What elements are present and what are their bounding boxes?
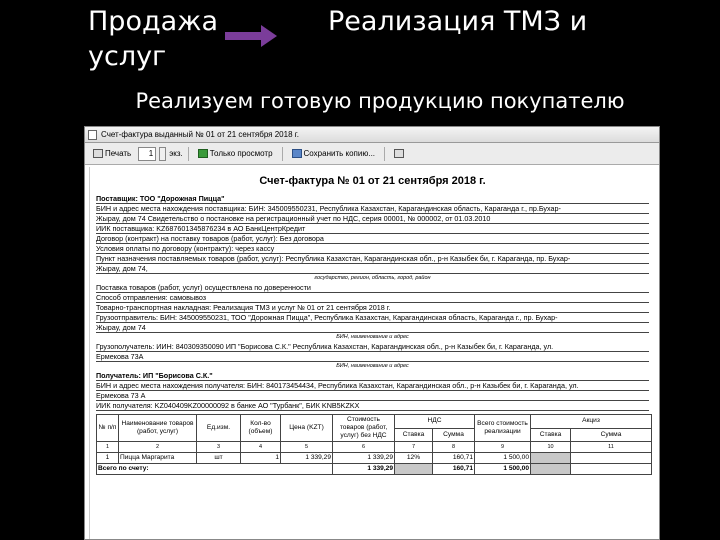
buyer-address-line-2: Ермекова 73 А bbox=[96, 391, 649, 401]
destination-line-2: Жырау, дом 74, bbox=[96, 264, 649, 274]
copies-suffix: экз. bbox=[169, 149, 183, 158]
buyer-iik-line: ИИК получателя: KZ040409KZ00000092 в банке АО "Турбанк", БИК KNB5KZKX bbox=[96, 401, 649, 411]
col-header-vat-sum: Сумма bbox=[433, 428, 475, 442]
copies-input[interactable]: 1 bbox=[138, 147, 156, 161]
consignee-line-2: Ермекова 73А bbox=[96, 352, 649, 362]
col-header-price: Цена (KZT) bbox=[281, 415, 333, 442]
buyer-line: Получатель: ИП "Борисова С.К." bbox=[96, 371, 649, 381]
toolbar-separator bbox=[282, 147, 283, 161]
goods-table bbox=[96, 414, 652, 475]
col-number: 2 bbox=[119, 442, 197, 453]
consignee-hint: БИН, наименование и адрес bbox=[336, 363, 409, 369]
save-icon bbox=[292, 149, 302, 158]
col-header-total: Всего стоимость реализации bbox=[475, 415, 531, 442]
col-number: 8 bbox=[433, 442, 475, 453]
window-titlebar bbox=[85, 127, 659, 143]
document-icon bbox=[88, 130, 97, 140]
column-number-row bbox=[97, 442, 652, 453]
invoice-print-window bbox=[84, 126, 660, 540]
row-excise-sum bbox=[571, 453, 652, 464]
preview-icon bbox=[198, 149, 208, 158]
col-number: 11 bbox=[571, 442, 652, 453]
consignor-line-2: Жырау, дом 74 bbox=[96, 323, 649, 333]
save-copy-label: Сохранить копию... bbox=[303, 149, 376, 158]
save-copy-button[interactable] bbox=[288, 147, 379, 160]
total-vat-rate bbox=[395, 464, 433, 475]
consignee-line: Грузополучатель: ИИН: 840309350090 ИП "Борисова С.К." Республика Казахстан, Карагандинская обл., р-н Казыбек би, г. Караганда, ул. bbox=[96, 342, 649, 352]
slide-title-left: Продажа услуг bbox=[88, 6, 219, 72]
print-label: Печать bbox=[105, 149, 132, 158]
total-label: Всего по счету: bbox=[97, 464, 333, 475]
total-total: 1 500,00 bbox=[475, 464, 531, 475]
total-excise-sum bbox=[571, 464, 652, 475]
preview-only-label: Только просмотр bbox=[209, 149, 273, 158]
col-number: 10 bbox=[531, 442, 571, 453]
total-vat-sum: 160,71 bbox=[433, 464, 475, 475]
col-number: 1 bbox=[97, 442, 119, 453]
col-header-excise: Акциз bbox=[531, 415, 652, 429]
col-header-excise-sum: Сумма bbox=[571, 428, 652, 442]
preview-only-button[interactable] bbox=[194, 147, 277, 160]
invoice-title: Счет-фактура № 01 от 21 сентября 2018 г. bbox=[259, 175, 486, 187]
col-header-unit: Ед.изм. bbox=[197, 415, 241, 442]
destination-line: Пункт назначения поставляемых товаров (работ, услуг): Республика Казахстан, Карагандинская обл., р-н Казыбек би, г. Караганда, пр. Бухар- bbox=[96, 254, 649, 264]
buyer-address-line: БИН и адрес места нахождения получателя: БИН: 840173454434, Республика Казахстан, Карагандинская обл., р-н Казыбек би, г. Караганда, ул. bbox=[96, 381, 649, 391]
col-header-num: № п/п bbox=[97, 415, 119, 442]
row-num: 1 bbox=[97, 453, 119, 464]
copies-spinner[interactable] bbox=[159, 147, 166, 161]
col-number: 3 bbox=[197, 442, 241, 453]
supplier-address-line-2: Жырау, дом 74 Свидетельство о постановке на регистрационный учет по НДС, серия 00001, № 000002, от 01.03.2010 bbox=[96, 214, 649, 224]
toolbar-separator bbox=[384, 147, 385, 161]
arrow-right-icon bbox=[225, 25, 277, 47]
supplier-iik-line: ИИК поставщика: KZ687601345876234 в АО БанкЦентрКредит bbox=[96, 224, 649, 234]
row-total: 1 500,00 bbox=[475, 453, 531, 464]
power-of-attorney-line: Поставка товаров (работ, услуг) осуществлена по доверенности bbox=[96, 283, 649, 293]
row-vat-rate: 12% bbox=[395, 453, 433, 464]
col-number: 7 bbox=[395, 442, 433, 453]
col-header-name: Наименование товаров (работ, услуг) bbox=[119, 415, 197, 442]
supplier-address-line: БИН и адрес места нахождения поставщика: БИН: 345009550231, Республика Казахстан, Карагандинская область, Караганда г., пр.Бухар- bbox=[96, 204, 649, 214]
col-header-qty: Кол-во (объем) bbox=[241, 415, 281, 442]
print-button[interactable] bbox=[89, 147, 135, 160]
help-button[interactable] bbox=[390, 147, 408, 160]
help-icon bbox=[394, 149, 404, 158]
col-number: 5 bbox=[281, 442, 333, 453]
total-cost-no-vat: 1 339,29 bbox=[333, 464, 395, 475]
col-header-vat: НДС bbox=[395, 415, 475, 429]
contract-line: Договор (контракт) на поставку товаров (работ, услуг): Без договора bbox=[96, 234, 649, 244]
window-title: Счет-фактура выданный № 01 от 21 сентября 2018 г. bbox=[101, 130, 299, 139]
table-row bbox=[97, 453, 652, 464]
col-number: 4 bbox=[241, 442, 281, 453]
row-name: Пицца Маргарита bbox=[119, 453, 197, 464]
row-cost-no-vat: 1 339,29 bbox=[333, 453, 395, 464]
printer-icon bbox=[93, 149, 103, 158]
row-price: 1 339,29 bbox=[281, 453, 333, 464]
col-number: 6 bbox=[333, 442, 395, 453]
col-number: 9 bbox=[475, 442, 531, 453]
table-header-row bbox=[97, 415, 652, 429]
col-header-excise-rate: Ставка bbox=[531, 428, 571, 442]
print-toolbar bbox=[85, 143, 659, 165]
dispatch-line: Способ отправления: самовывоз bbox=[96, 293, 649, 303]
table-total-row bbox=[97, 464, 652, 475]
total-excise-rate bbox=[531, 464, 571, 475]
toolbar-separator bbox=[188, 147, 189, 161]
consignor-hint: БИН, наименование и адрес bbox=[336, 334, 409, 340]
row-excise-rate bbox=[531, 453, 571, 464]
supplier-line: Поставщик: ТОО "Дорожная Пицца" bbox=[96, 194, 649, 204]
slide-subtitle: Реализуем готовую продукцию покупателю bbox=[135, 89, 625, 113]
destination-hint: государство, регион, область, город, район bbox=[314, 275, 431, 281]
waybill-line: Товарно-транспортная накладная: Реализация ТМЗ и услуг № 01 от 21 сентября 2018 г. bbox=[96, 303, 649, 313]
row-unit: шт bbox=[197, 453, 241, 464]
invoice-document bbox=[89, 167, 655, 540]
slide-title-right: Реализация ТМЗ и bbox=[328, 6, 588, 37]
col-header-vat-rate: Ставка bbox=[395, 428, 433, 442]
row-qty: 1 bbox=[241, 453, 281, 464]
col-header-cost-no-vat: Стоимость товаров (работ, услуг) без НДС bbox=[333, 415, 395, 442]
payment-terms-line: Условия оплаты по договору (контракту): через кассу bbox=[96, 244, 649, 254]
row-vat-sum: 160,71 bbox=[433, 453, 475, 464]
consignor-line: Грузоотправитель: БИН: 345009550231, ТОО "Дорожная Пицца", Республика Казахстан, Карагандинская область, Караганда г., пр. Бухар- bbox=[96, 313, 649, 323]
